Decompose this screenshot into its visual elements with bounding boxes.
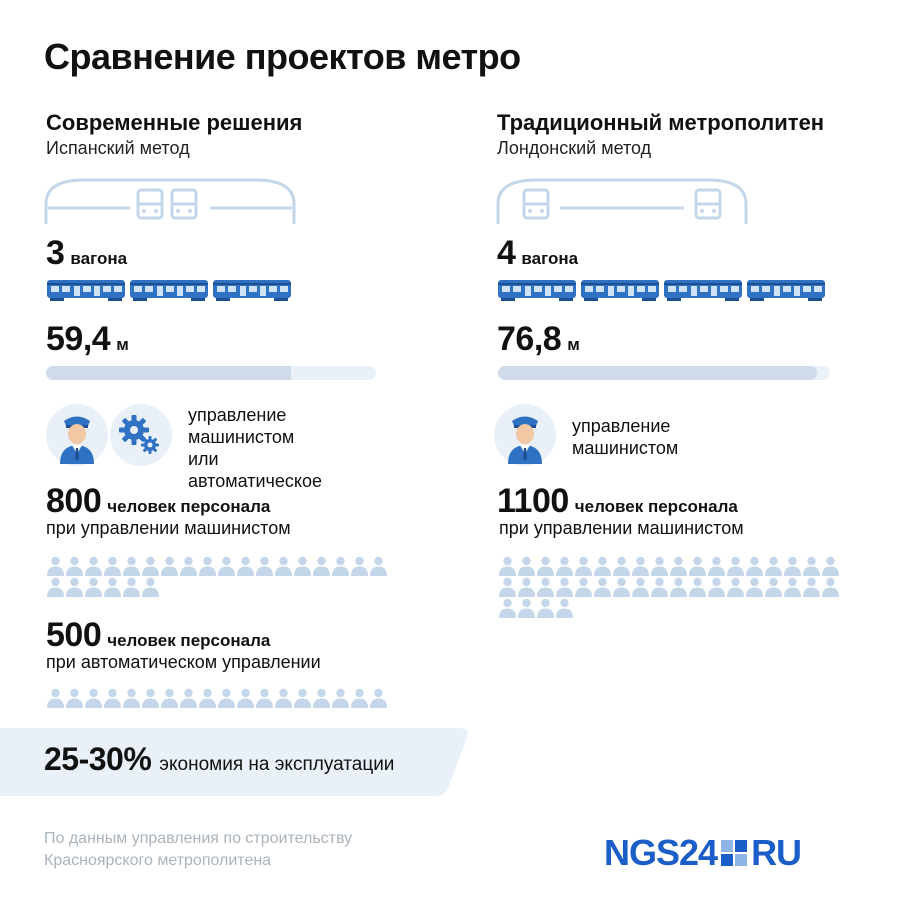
person-icon: [688, 577, 707, 598]
left-cars-count: [46, 234, 127, 273]
person-icon: [103, 577, 122, 598]
left-control-text: [188, 404, 322, 492]
person-icon: [821, 556, 840, 577]
person-icon: [631, 577, 650, 598]
person-icon: [122, 577, 141, 598]
right-staff-driver-unit: человек персонала: [574, 497, 738, 516]
left-length-value: 59,4: [46, 320, 111, 358]
right-staff-driver-number: 1100: [497, 482, 569, 520]
person-icon: [84, 577, 103, 598]
left-length-unit: м: [116, 335, 129, 354]
right-length-unit: м: [567, 335, 580, 354]
person-icon: [612, 556, 631, 577]
person-icon: [103, 556, 122, 577]
right-staff-driver-pictogram: [498, 556, 840, 619]
ngs24-logo: [604, 832, 801, 874]
person-icon: [593, 556, 612, 577]
source-note: [44, 828, 352, 872]
tunnel-icon: [44, 176, 296, 226]
person-icon: [764, 556, 783, 577]
person-icon: [574, 577, 593, 598]
logo-part1: NGS24: [604, 832, 718, 873]
person-icon: [612, 577, 631, 598]
person-icon: [122, 688, 141, 709]
left-length: [46, 320, 129, 359]
person-icon: [650, 577, 669, 598]
source-line: По данным управления по строительству: [44, 830, 353, 847]
person-icon: [198, 556, 217, 577]
person-icon: [331, 688, 350, 709]
person-icon: [783, 556, 802, 577]
person-icon: [46, 577, 65, 598]
savings: [44, 741, 394, 778]
person-icon: [46, 556, 65, 577]
person-icon: [350, 556, 369, 577]
right-cars-label: вагона: [521, 249, 579, 268]
left-control-line: машинистом: [188, 427, 295, 447]
person-icon: [783, 577, 802, 598]
person-icon: [293, 556, 312, 577]
train-icon: [212, 278, 292, 302]
person-icon: [84, 688, 103, 709]
right-staff-driver: [497, 482, 738, 521]
person-icon: [331, 556, 350, 577]
person-icon: [255, 688, 274, 709]
person-icon: [312, 688, 331, 709]
left-staff-auto: [46, 616, 270, 655]
logo-part2: RU: [751, 832, 802, 873]
person-icon: [65, 577, 84, 598]
person-icon: [217, 556, 236, 577]
person-icon: [764, 577, 783, 598]
right-length: [497, 320, 580, 359]
train-icon: [129, 278, 209, 302]
left-driver-badge: [46, 404, 108, 466]
right-method: Лондонский метод: [497, 138, 652, 158]
person-icon: [84, 556, 103, 577]
person-icon: [65, 688, 84, 709]
person-icon: [236, 688, 255, 709]
person-icon: [821, 577, 840, 598]
left-staff-auto-unit: человек персонала: [107, 631, 271, 650]
person-icon: [802, 556, 821, 577]
person-icon: [555, 577, 574, 598]
person-icon: [179, 556, 198, 577]
person-icon: [498, 598, 517, 619]
person-icon: [350, 688, 369, 709]
left-control-line: управление: [188, 405, 287, 425]
right-length-bar-fill: [498, 366, 817, 380]
left-staff-driver-pictogram: [46, 556, 388, 598]
left-staff-driver-sub: при управлении машинистом: [46, 518, 291, 538]
left-cars-label: вагона: [70, 249, 128, 268]
right-cars-number: 4: [497, 234, 516, 272]
right-length-bar: [498, 366, 830, 380]
person-icon: [650, 556, 669, 577]
person-icon: [517, 598, 536, 619]
train-icon: [663, 278, 743, 302]
right-train: [497, 278, 829, 302]
person-icon: [293, 688, 312, 709]
right-control-line: управление: [572, 416, 671, 436]
train-icon: [46, 278, 126, 302]
person-icon: [707, 577, 726, 598]
left-length-bar-fill: [46, 366, 291, 380]
savings-label: экономия на эксплуатации: [159, 754, 395, 775]
person-icon: [274, 688, 293, 709]
person-icon: [517, 577, 536, 598]
person-icon: [726, 577, 745, 598]
person-icon: [688, 556, 707, 577]
person-icon: [141, 556, 160, 577]
right-driver-badge: [494, 404, 556, 466]
page-title: Сравнение проектов метро: [44, 36, 521, 77]
person-icon: [369, 556, 388, 577]
person-icon: [555, 556, 574, 577]
train-icon: [580, 278, 660, 302]
person-icon: [160, 556, 179, 577]
logo-squares-icon: [719, 838, 749, 868]
person-icon: [631, 556, 650, 577]
person-icon: [517, 556, 536, 577]
tunnel-icon: [496, 176, 748, 226]
person-icon: [255, 556, 274, 577]
person-icon: [217, 688, 236, 709]
person-icon: [536, 577, 555, 598]
right-heading: Традиционный метрополитен: [497, 110, 825, 135]
right-length-value: 76,8: [497, 320, 562, 358]
person-icon: [141, 577, 160, 598]
person-icon: [274, 556, 293, 577]
gears-icon: [110, 404, 172, 466]
left-train: [46, 278, 295, 302]
right-cars-count: [497, 234, 578, 273]
left-staff-auto-number: 500: [46, 616, 102, 654]
person-icon: [669, 577, 688, 598]
left-staff-driver-number: 800: [46, 482, 102, 520]
person-icon: [65, 556, 84, 577]
person-icon: [593, 577, 612, 598]
right-staff-driver-sub: при управлении машинистом: [499, 518, 744, 538]
left-method: Испанский метод: [46, 138, 190, 158]
person-icon: [802, 577, 821, 598]
right-control-line: машинистом: [572, 438, 679, 458]
left-control-line: или автоматическое: [188, 449, 323, 491]
person-icon: [745, 577, 764, 598]
person-icon: [179, 688, 198, 709]
person-icon: [536, 556, 555, 577]
person-icon: [707, 556, 726, 577]
person-icon: [198, 688, 217, 709]
train-icon: [497, 278, 577, 302]
person-icon: [498, 577, 517, 598]
left-heading: Современные решения: [46, 110, 303, 135]
savings-value: 25-30%: [44, 741, 152, 777]
left-staff-driver-unit: человек персонала: [107, 497, 271, 516]
person-icon: [369, 688, 388, 709]
left-staff-auto-sub: при автоматическом управлении: [46, 652, 321, 672]
person-icon: [726, 556, 745, 577]
right-control-text: [572, 415, 678, 459]
left-staff-auto-pictogram: [46, 688, 388, 709]
person-icon: [745, 556, 764, 577]
person-icon: [160, 688, 179, 709]
person-icon: [555, 598, 574, 619]
person-icon: [141, 688, 160, 709]
person-icon: [236, 556, 255, 577]
train-icon: [746, 278, 826, 302]
person-icon: [536, 598, 555, 619]
left-auto-badge: [110, 404, 172, 466]
left-length-bar: [46, 366, 376, 380]
person-icon: [122, 556, 141, 577]
person-icon: [46, 688, 65, 709]
person-icon: [574, 556, 593, 577]
driver-icon: [494, 404, 556, 466]
person-icon: [669, 556, 688, 577]
left-staff-driver: [46, 482, 270, 521]
driver-icon: [46, 404, 108, 466]
source-line: Красноярского метрополитена: [44, 852, 272, 869]
person-icon: [312, 556, 331, 577]
person-icon: [103, 688, 122, 709]
left-cars-number: 3: [46, 234, 65, 272]
person-icon: [498, 556, 517, 577]
